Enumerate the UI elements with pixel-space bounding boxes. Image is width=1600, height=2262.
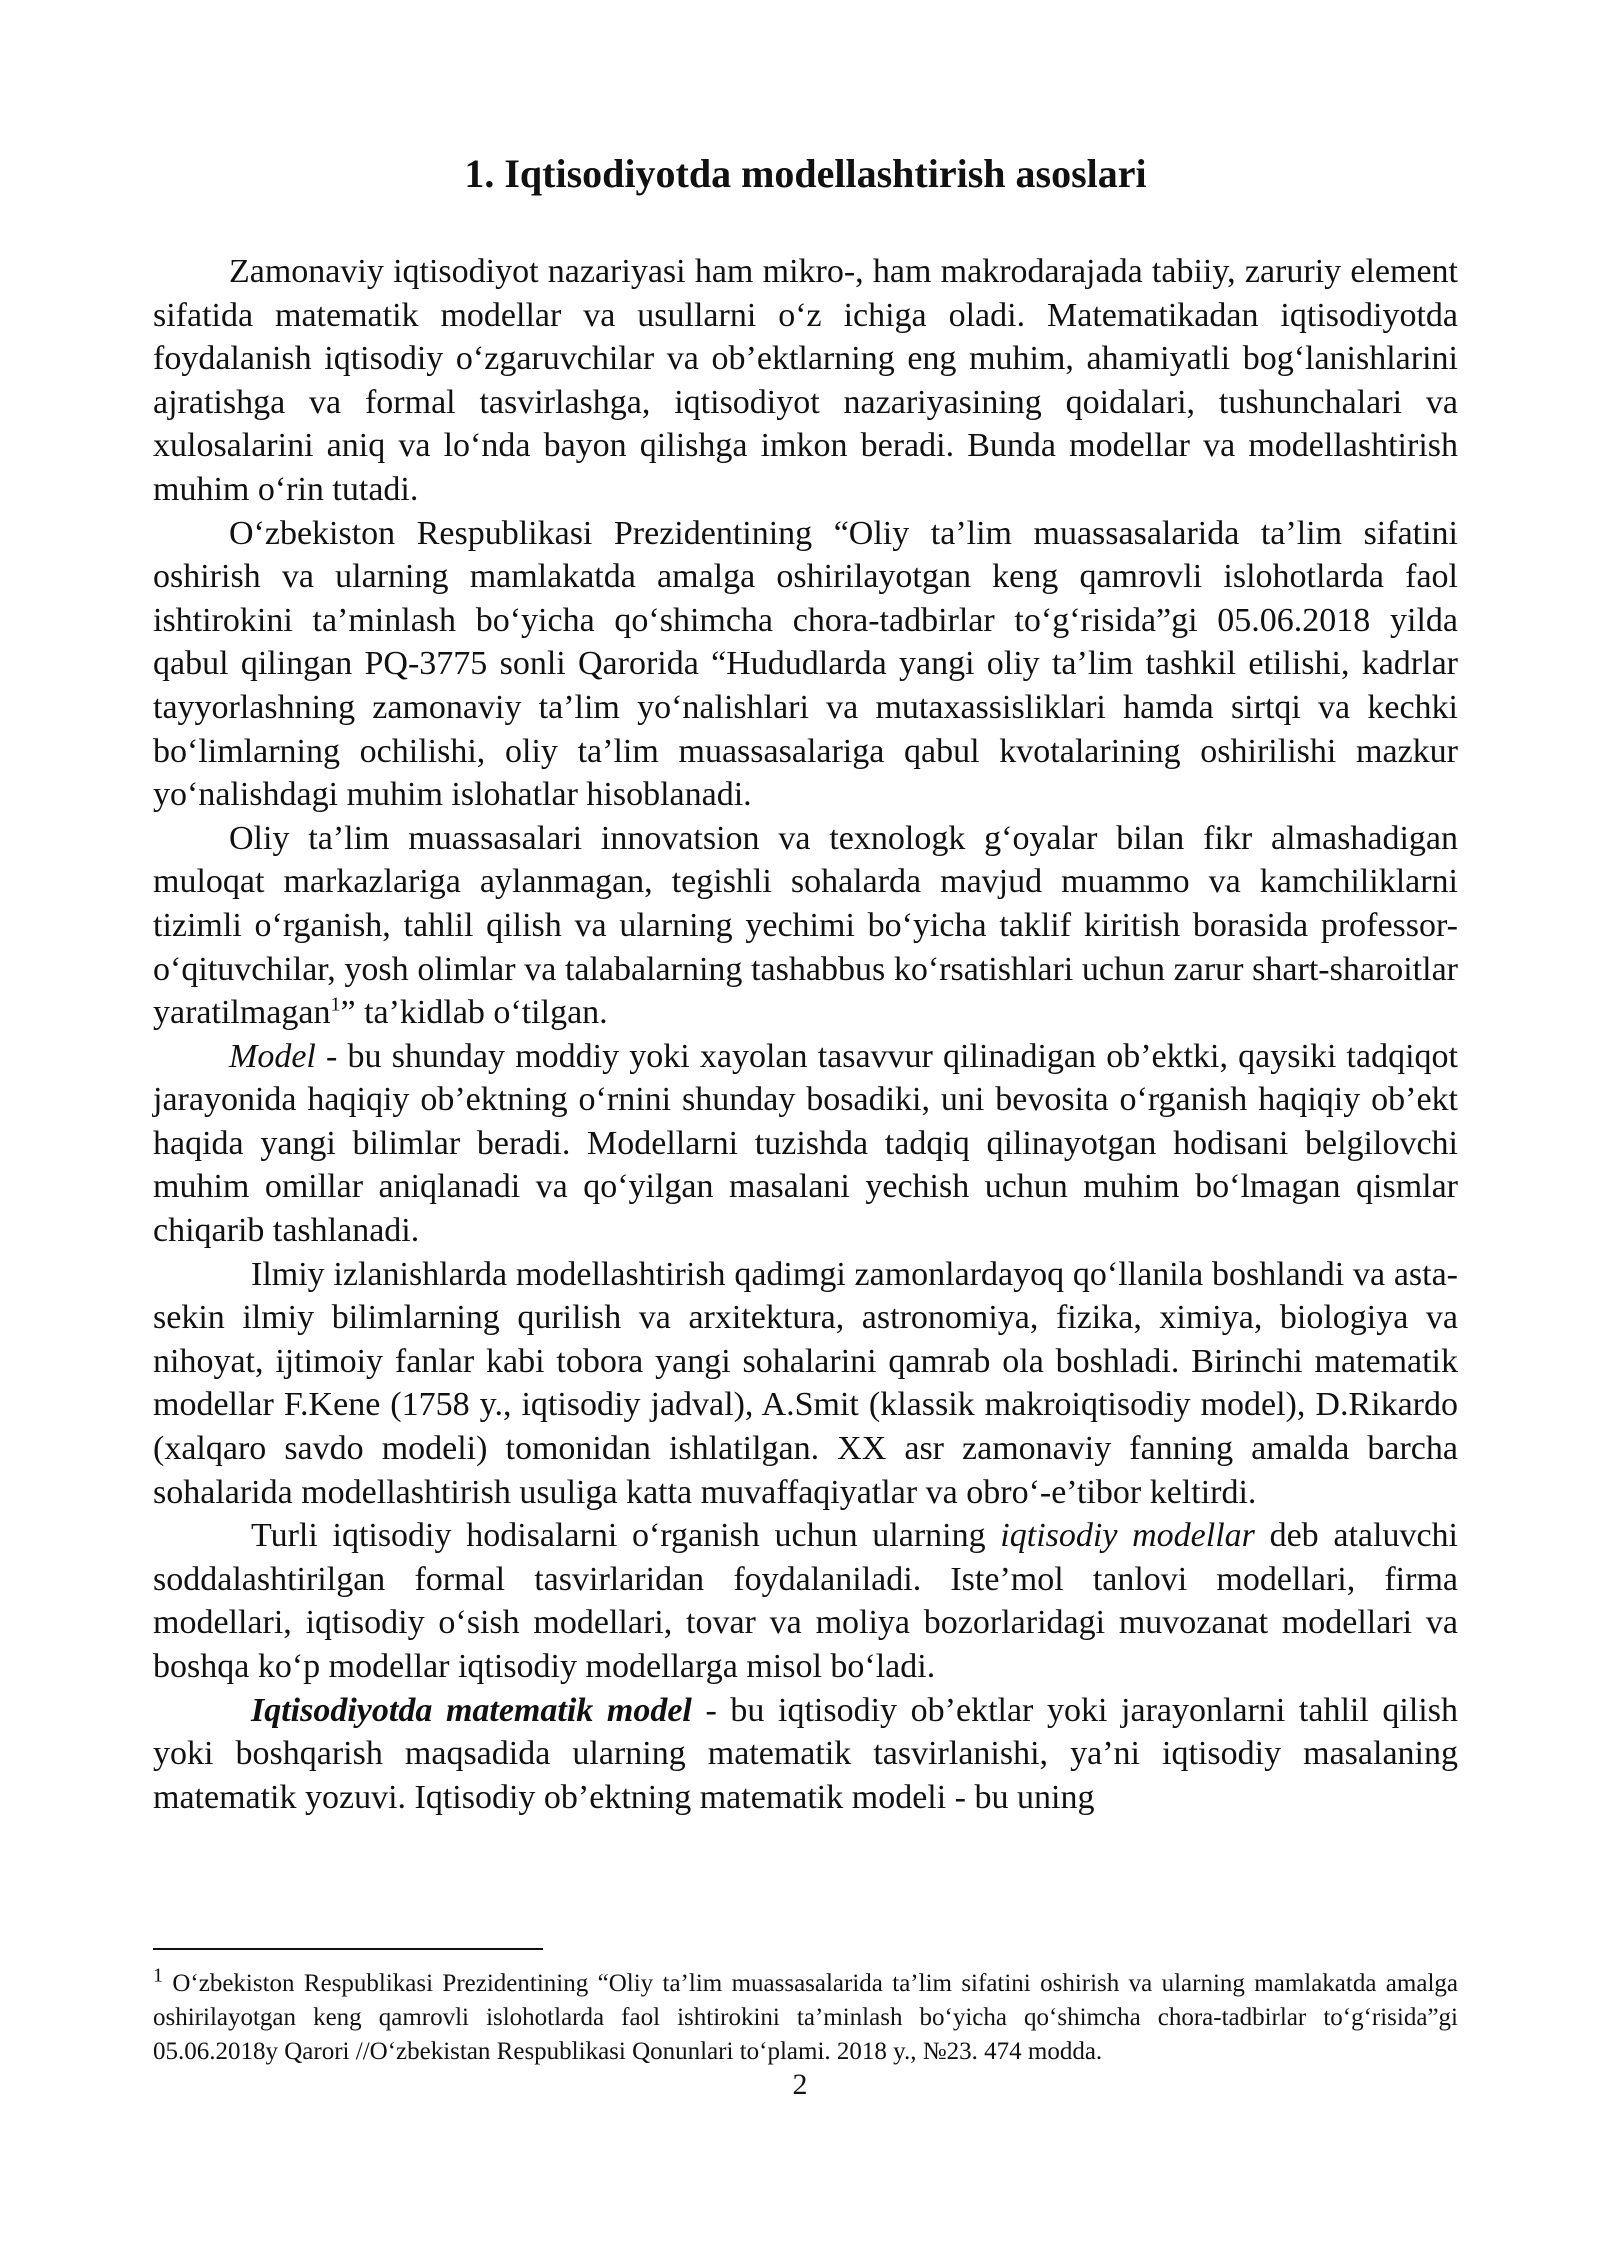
paragraph-text-tail: ” ta’kidlab o‘tilgan. [340,994,608,1032]
paragraph-5 [153,1253,1458,1515]
paragraph-text: O‘zbekiston Respublikasi Prezidentining “Oliy ta’lim muassasalarida ta’lim sifatini oshirish va ularning mamlakatda amalga oshirilayotgan keng qamrovli islohotlarda faol ishtirokini ta’minlash bo‘yicha qo‘shimcha chora-tadbirlar to‘g‘risida”gi 05.06.2018 yilda qabul qilingan PQ-3775 sonli Qarorida “Hududlarda yangi oliy ta’lim tashkil etilishi, kadrlar tayyorlashning zamonaviy ta’lim yo‘nalishlari va mutaxassisliklari hamda sirtqi va kechki bo‘limlarning ochilishi, oliy ta’lim muassasalariga qabul kvotalarining oshirilishi mazkur yo‘nalishdagi muhim islohatlar hisoblanadi. [153,514,1458,814]
footnote-reference[interactable]: 1 [330,993,341,1016]
footnote-separator [153,1948,543,1950]
term-matematik-model: Iqtisodiyotda matematik model [251,1691,692,1729]
document-page [153,150,1458,1819]
paragraph-6 [153,1514,1458,1688]
paragraph-text: deb ataluvchi soddalashtirilgan formal tasvirlaridan foydalaniladi. Iste’mol tanlovi modellari, firma modellari, iqtisodiy o‘sish modellari, tovar va moliya bozorlaridagi muvozanat modellari va boshqa ko‘p modellar iqtisodiy modellarga misol bo‘ladi. [153,1517,1458,1685]
paragraph-1 [153,250,1458,512]
paragraph-3 [153,817,1458,1035]
footnote-marker: 1 [153,1964,163,1987]
paragraph-7 [153,1689,1458,1820]
page-title: 1. Iqtisodiyotda modellashtirish asoslari [464,151,1147,196]
term-model: Model [229,1037,316,1075]
paragraph-2 [153,512,1458,817]
paragraph-text: - bu iqtisodiy ob’ektlar yoki jarayonlarni tahlil qilish yoki boshqarish maqsadida ularning matematik tasvirlanishi, ya’ni iqtisodiy masalaning matematik yozuvi. Iqtisodiy ob’ektning matematik modeli - bu uning [153,1691,1458,1816]
page-number: 2 [792,2068,808,2101]
paragraph-text: Ilmiy izlanishlarda modellashtirish qadimgi zamonlardayoq qo‘llanila boshlandi va asta-sekin ilmiy bilimlarning qurilish va arxitektura, astronomiya, fizika, ximiya, biologiya va nihoyat, ijtimoiy fanlar kabi tobora yangi sohalarini qamrab ola boshladi. Birinchi matematik modellar F.Kene (1758 y., iqtisodiy jadval), A.Smit (klassik makroiqtisodiy model), D.Rikardo (xalqaro savdo modeli) tomonidan ishlatilgan. XX asr zamonaviy fanning amalda barcha sohalarida modellashtirish usuliga katta muvaffaqiyatlar va obro‘-e’tibor keltirdi. [153,1255,1458,1511]
paragraph-lead: Turli iqtisodiy hodisalarni o‘rganish uchun ularning [251,1517,1001,1555]
term-iqtisodiy-modellar: iqtisodiy modellar [1000,1517,1255,1555]
footnote-text: O‘zbekiston Respublikasi Prezidentining “Oliy ta’lim muassasalarida ta’lim sifatini oshirish va ularning mamlakatda amalga oshirilayotgan keng qamrovli islohotlarda faol ishtirokini ta’minlash bo‘yicha qo‘shimcha chora-tadbirlar to‘g‘risida”gi 05.06.2018y Qarori //O‘zbekistan Respublikasi Qonunlari to‘plami. 2018 y., №23. 474 modda. [153,1970,1458,2065]
paragraph-4 [153,1035,1458,1253]
paragraph-text: Oliy ta’lim muassasalari innovatsion va texnologk g‘oyalar bilan fikr almashadigan muloqat markazlariga aylanmagan, tegishli sohalarda mavjud muammo va kamchiliklarni tizimli o‘rganish, tahlil qilish va ularning yechimi bo‘yicha taklif kiritish borasida professor-o‘qituvchilar, yosh olimlar va talabalarning tashabbus ko‘rsatishlari uchun zarur shart-sharoitlar yaratilmagan [153,819,1458,1032]
footnote [153,1964,1458,2069]
paragraph-text: - bu shunday moddiy yoki xayolan tasavvur qilinadigan ob’ektki, qaysiki tadqiqot jarayonida haqiqiy ob’ektning o‘rnini shunday bosadiki, uni bevosita o‘rganish haqiqiy ob’ekt haqida yangi bilimlar beradi. Modellarni tuzishda tadqiq qilinayotgan hodisani belgilovchi muhim omillar aniqlanadi va qo‘yilgan masalani yechish uchun muhim bo‘lmagan qismlar chiqarib tashlanadi. [153,1037,1458,1250]
paragraph-text: Zamonaviy iqtisodiyot nazariyasi ham mikro-, ham makrodarajada tabiiy, zaruriy element sifatida matematik modellar va usullarni o‘z ichiga oladi. Matematikadan iqtisodiyotda foydalanish iqtisodiy o‘zgaruvchilar va ob’ektlarning eng muhim, ahamiyatli bog‘lanishlarini ajratishga va formal tasvirlashga, iqtisodiyot nazariyasining qoidalari, tushunchalari va xulosalarini aniq va lo‘nda bayon qilishga imkon beradi. Bunda modellar va modellashtirish muhim o‘rin tutadi. [153,253,1458,508]
